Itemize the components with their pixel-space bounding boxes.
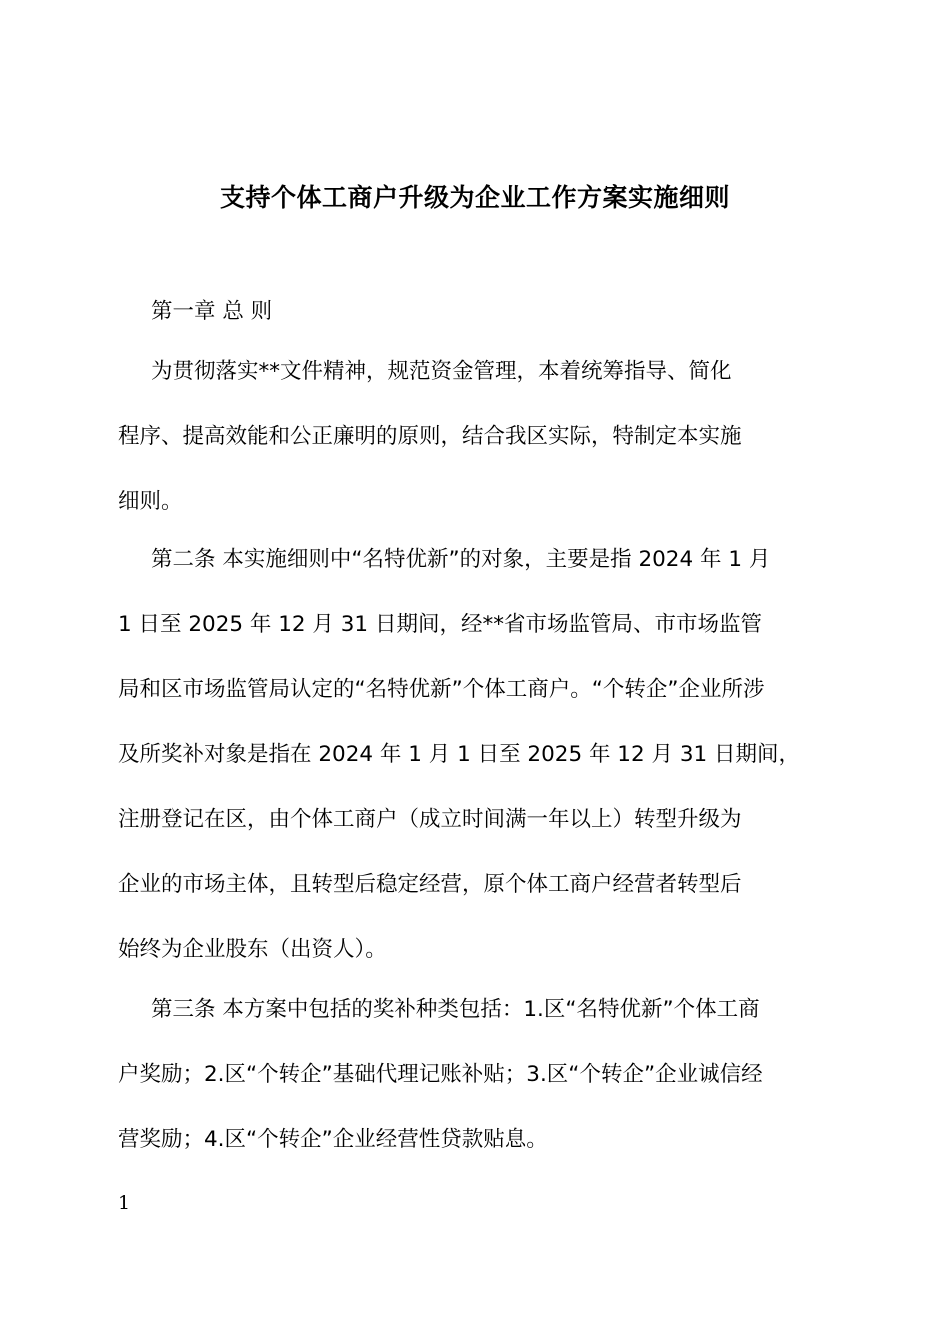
article-3-line-2: 户奖励；2.区“个转企”基础代理记账补贴；3.区“个转企”企业诚信经 [118, 1062, 763, 1087]
chapter-heading: 第一章 总 则 [151, 299, 273, 324]
article-3-line-3: 营奖励；4.区“个转企”企业经营性贷款贴息。 [118, 1127, 548, 1152]
article-2-line-1: 第二条 本实施细则中“名特优新”的对象，主要是指 2024 年 1 月 [151, 547, 771, 572]
document-title: 支持个体工商户升级为企业工作方案实施细则 [219, 183, 730, 212]
article-2-line-5: 注册登记在区，由个体工商户（成立时间满一年以上）转型升级为 [118, 807, 742, 832]
article-3-line-1: 第三条 本方案中包括的奖补种类包括：1.区“名特优新”个体工商 [151, 997, 760, 1022]
page-number: 1 [118, 1192, 131, 1214]
article-2-line-4: 及所奖补对象是指在 2024 年 1 月 1 日至 2025 年 12 月 31 日期间， [118, 742, 801, 767]
paragraph-1-line-3: 细则。 [118, 489, 183, 514]
article-2-line-2: 1 日至 2025 年 12 月 31 日期间，经**省市场监管局、市市场监管 [118, 612, 762, 637]
article-2-line-7: 始终为企业股东（出资人）。 [118, 937, 387, 962]
paragraph-1-line-1: 为贯彻落实**文件精神，规范资金管理，本着统筹指导、简化 [151, 359, 732, 384]
paragraph-1-line-2: 程序、提高效能和公正廉明的原则，结合我区实际，特制定本实施 [118, 424, 742, 449]
article-2-line-6: 企业的市场主体，且转型后稳定经营，原个体工商户经营者转型后 [118, 872, 742, 897]
article-2-line-3: 局和区市场监管局认定的“名特优新”个体工商户。“个转企”企业所涉 [118, 677, 765, 702]
